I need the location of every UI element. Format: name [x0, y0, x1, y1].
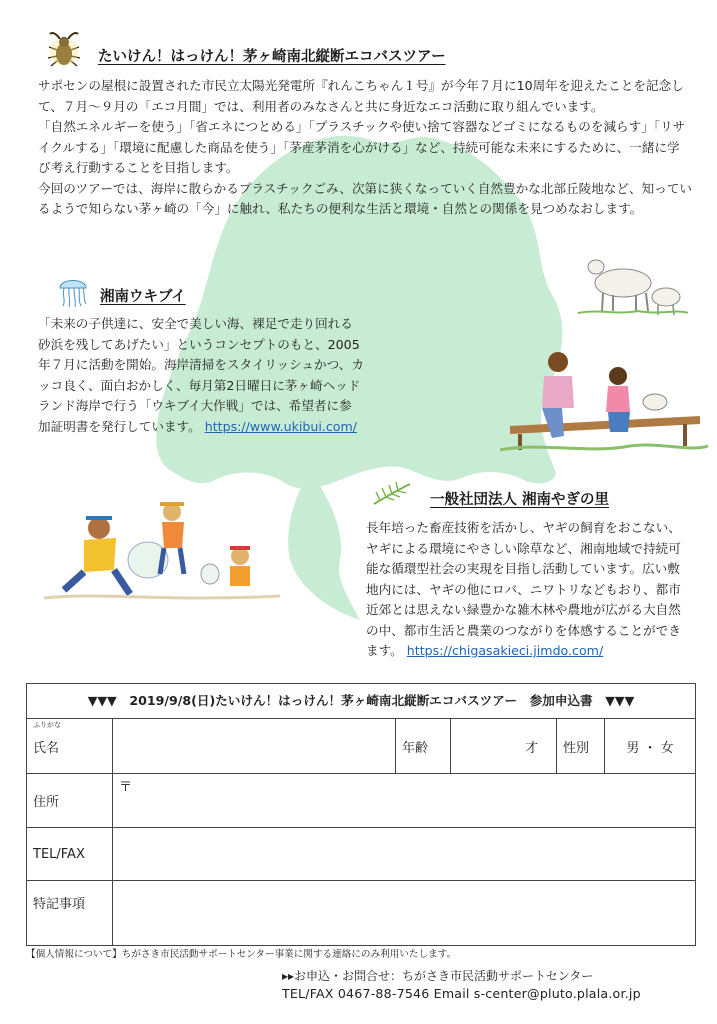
- age-label-cell: [396, 719, 451, 773]
- goats-illustration: [578, 253, 688, 321]
- contact-line-2: TEL/FAX 0467-88-7546 Email s-center@pluto.plala.or.jp: [282, 986, 641, 1001]
- tour-paragraph-3: 今回のツアーでは、海岸に散らかるプラスチックごみ、次第に狭くなっていく自然豊かな北部丘陵地など、知っているようで知らない茅ヶ崎の「今」に触れ、私たちの便利な生活と環境・自然との関係を見つめなおします。: [38, 180, 692, 216]
- ukibui-title: 湘南ウキブイ: [100, 289, 186, 305]
- gender-label: 性別: [563, 740, 590, 756]
- name-ruby: ふりがな: [33, 721, 61, 729]
- gender-field[interactable]: [605, 719, 695, 773]
- stag-beetle-icon: [46, 30, 82, 70]
- gender-label-cell: [557, 719, 605, 773]
- yagi-text: 長年培った畜産技術を活かし、ヤギの飼育をおこない、ヤギによる環境にやさしい除草など、湘南地域で持続可能な循環型社会の実現を目指し活動しています。広い敷地内には、ヤギの他にロバ、ニワトリなどもおり、都市近郊とは思えない緑豊かな雑木林や農地が広がる大自然の中、都市生活と農業のつながりを体感することができます。: [366, 520, 681, 658]
- jellyfish-icon: [56, 272, 90, 308]
- telfax-label: TEL/FAX: [33, 846, 85, 862]
- notes-label: 特記事項: [33, 897, 86, 912]
- telfax-field[interactable]: [113, 828, 695, 880]
- grass-icon: [372, 478, 412, 508]
- age-field[interactable]: [451, 719, 557, 773]
- telfax-label-cell: [27, 828, 113, 880]
- bench-people-illustration: [500, 346, 708, 460]
- form-title: ▼▼▼ 2019/9/8(日)たいけん！はっけん！茅ヶ崎南北縦断エコバスツアー 参加申込書 ▼▼▼: [27, 684, 695, 719]
- name-label: 氏名: [33, 740, 60, 756]
- form-row-name: [27, 719, 695, 774]
- address-field[interactable]: [113, 774, 695, 827]
- beach-cleanup-illustration: [44, 498, 280, 612]
- contact-line-1: ▸▸お申込・お問合せ：ちがさき市民活動サポートセンター: [282, 969, 594, 983]
- ukibui-description: [38, 314, 364, 437]
- tour-description: [38, 76, 692, 220]
- form-row-notes: [27, 881, 695, 945]
- notes-label-cell: [27, 881, 113, 945]
- tour-title: たいけん！はっけん！茅ヶ崎南北縦断エコバスツアー: [98, 49, 446, 65]
- yagi-link[interactable]: https://chigasakieci.jimdo.com/: [406, 643, 604, 658]
- tour-paragraph-1: サポセンの屋根に設置された市民立太陽光発電所『れんこちゃん１号』が今年７月に10周年を迎えたことを記念して、７月～９月の「エコ月間」では、利用者のみなさんと共に身近なエコ活動に取り組んでいます。: [38, 78, 684, 114]
- yagi-title: 一般社団法人 湘南やぎの里: [430, 492, 610, 508]
- postal-mark: 〒: [119, 780, 133, 795]
- form-row-telfax: [27, 828, 695, 881]
- address-label-cell: [27, 774, 113, 827]
- age-unit: 才: [524, 740, 538, 756]
- ukibui-link[interactable]: https://www.ukibui.com/: [204, 418, 358, 434]
- tour-paragraph-2: 「自然エネルギーを使う」「省エネにつとめる」「プラスチックや使い捨て容器などゴミになるものを減らす」「リサイクルする」「環境に配慮した商品を使う」「茅産茅消を心がける」など、持続可能な未来にするために、一緒に学び考え行動することを目指します。: [38, 119, 686, 175]
- privacy-note: 【個人情報について】ちがさき市民活動サポートセンター事業に関する連絡にのみ利用いたします。: [26, 949, 457, 960]
- name-field[interactable]: [113, 719, 396, 773]
- notes-field[interactable]: [113, 881, 695, 945]
- gender-options: 男 ・ 女: [626, 740, 674, 756]
- yagi-description: [366, 518, 688, 662]
- address-label: 住所: [33, 795, 60, 810]
- name-label-cell: [27, 719, 113, 773]
- form-row-address: [27, 774, 695, 828]
- application-form: [26, 683, 696, 946]
- ukibui-text: 「未来の子供達に、安全で美しい海、裸足で走り回れる砂浜を残してあげたい」というコンセプトのもと、2005 年７月に活動を開始。海岸清掃をスタイリッシュかつ、カッコ良く、面白おかしく、毎月第2日曜日に茅ヶ崎ヘッドランド海岸で行う「ウキブイ大作戦」では、希望者に参加証明書を発行しています。: [38, 316, 364, 434]
- age-label: 年齢: [402, 740, 429, 756]
